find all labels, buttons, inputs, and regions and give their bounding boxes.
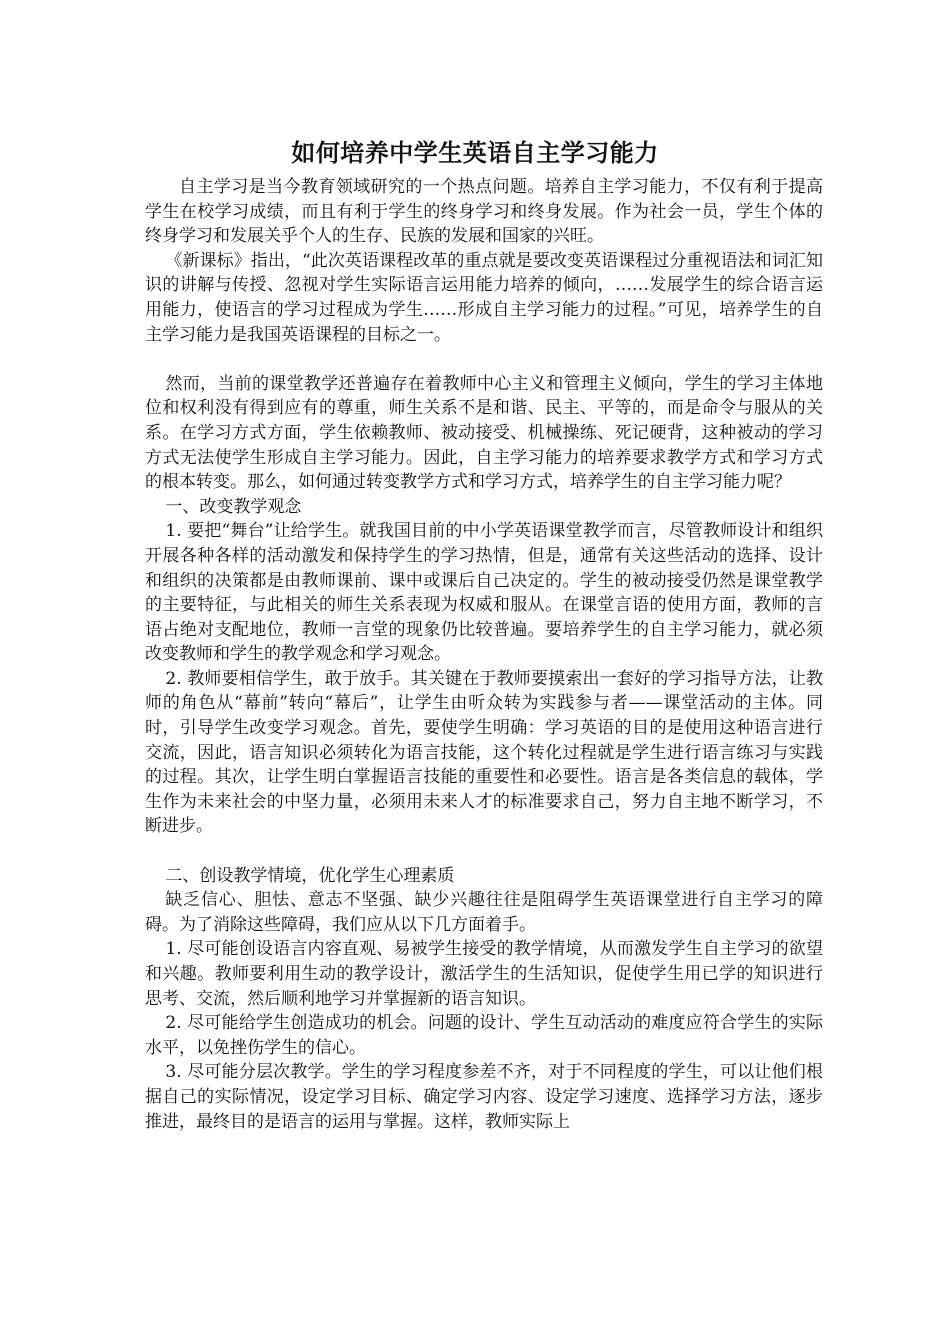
paragraph-1-1: 1. 要把“舞台”让给学生。就我国目前的中小学英语课堂教学而言，尽管教师设计和组织开展各种各样的活动激发和保持学生的学习热情，但是，通常有关这些活动的选择、设计和组织的决策都是由教师课前、课中或课后自己决定的。学生的被动接受仍然是课堂教学的主要特征，与此相关的师生关系表现为权威和服从。在课堂言语的使用方面，教师的言语占绝对支配地位，教师一言堂的现象仍比较普遍。要培养学生的自主学习能力，就必须改变教师和学生的教学观念和学习观念。 (145, 521, 823, 665)
paragraph-2-1: 1. 尽可能创设语言内容直观、易被学生接受的教学情境，从而激发学生自主学习的欲望和兴趣。教师要利用生动的教学设计，激活学生的生活知识，促使学生用已学的知识进行思考、交流，然后顺利地学习并掌握新的语言知识。 (145, 939, 823, 1009)
document-title: 如何培养中学生英语自主学习能力 (291, 138, 659, 167)
document-body (145, 175, 823, 1134)
blank-line (145, 839, 823, 864)
paragraph-intro: 自主学习是当今教育领域研究的一个热点问题。培养自主学习能力，不仅有利于提高学生在校学习成绩，而且有利于学生的终身学习和终身发展。作为社会一员，学生个体的终身学习和发展关乎个人的生存、民族的发展和国家的兴旺。 (145, 177, 823, 247)
section-heading-1: 一、改变教学观念 (165, 496, 302, 517)
paragraph-1-2: 2. 教师要相信学生，敢于放手。其关键在于教师要摸索出一套好的学习指导方法，让教师的角色从“幕前”转向“幕后”，让学生由听众转为实践参与者——课堂活动的主体。同时，引导学生改变学习观念。首先，要使学生明确：学习英语的目的是使用这种语言进行交流，因此，语言知识必须转化为语言技能，这个转化过程就是学生进行语言练习与实践的过程。其次，让学生明白掌握语言技能的重要性和必要性。语言是各类信息的载体，学生作为未来社会的中坚力量，必须用未来人才的标准要求自己，努力自主地不断学习，不断进步。 (145, 668, 823, 837)
paragraph-2-2: 2. 尽可能给学生创造成功的机会。问题的设计、学生互动活动的难度应符合学生的实际水平，以免挫伤学生的信心。 (145, 1013, 823, 1058)
blank-line (145, 347, 823, 372)
paragraph-2-3: 3. 尽可能分层次教学。学生的学习程度参差不齐，对于不同程度的学生，可以让他们根据自己的实际情况，设定学习目标、确定学习内容、设定学习速度、选择学习方法，逐步推进，最终目的是语言的运用与掌握。这样，教师实际上 (145, 1062, 823, 1132)
paragraph-2-intro: 缺乏信心、胆怯、意志不坚强、缺少兴趣往往是阻碍学生英语课堂进行自主学习的障碍。为了消除这些障碍，我们应从以下几方面着手。 (145, 890, 823, 935)
paragraph-current-problems: 然而，当前的课堂教学还普遍存在着教师中心主义和管理主义倾向，学生的学习主体地位和权利没有得到应有的尊重，师生关系不是和谐、民主、平等的，而是命令与服从的关系。在学习方式方面，学生依赖教师、被动接受、机械操练、死记硬背，这种被动的学习方式无法使学生形成自主学习能力。因此，自主学习能力的培养要求教学方式和学习方式的根本转变。那么，如何通过转变教学方式和学习方式，培养学生的自主学习能力呢？ (145, 373, 823, 493)
section-heading-2: 二、创设教学情境，优化学生心理素质 (165, 865, 455, 886)
paragraph-curriculum-quote: 《新课标》指出，“此次英语课程改革的重点就是要改变英语课程过分重视语法和词汇知识的讲解与传授、忽视对学生实际语言运用能力培养的倾向，……发展学生的综合语言运用能力，使语言的学习过程成为学生……形成自主学习能力的过程。”可见，培养学生的自主学习能力是我国英语课程的目标之一。 (145, 250, 823, 345)
